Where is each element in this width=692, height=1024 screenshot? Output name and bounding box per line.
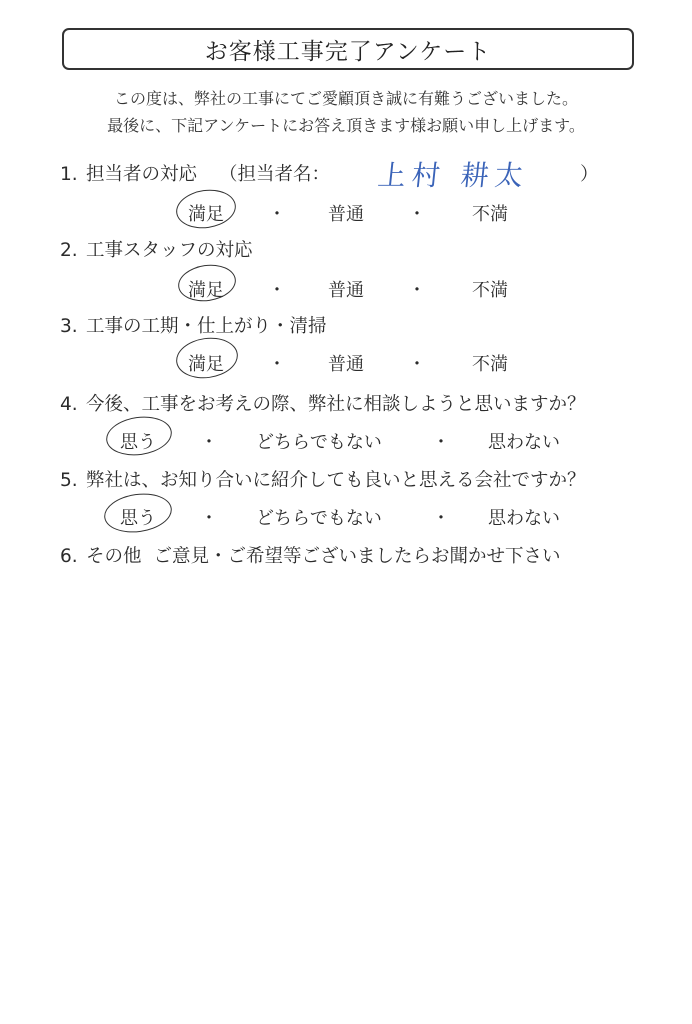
question-4-text: 今後、工事をお考えの際、弊社に相談しようと思いますか？	[86, 394, 586, 415]
question-3-number: 3.	[60, 316, 78, 337]
q2-separator-2: ・	[408, 280, 426, 301]
question-3	[60, 312, 327, 338]
q3-option-satisfied[interactable]: 満足	[188, 354, 224, 375]
question-1	[60, 160, 330, 186]
comment-area[interactable]	[60, 580, 632, 1000]
question-6-text: その他	[86, 546, 142, 567]
intro-line-2: 最後に、下記アンケートにお答え頂きます様お願い申し上げます。	[107, 116, 585, 135]
q2-option-satisfied[interactable]: 満足	[188, 280, 224, 301]
q4-option-no[interactable]: 思わない	[488, 432, 560, 453]
q5-separator-2: ・	[432, 508, 450, 529]
q3-option-normal[interactable]: 普通	[328, 354, 364, 375]
q2-separator-1: ・	[268, 280, 286, 301]
question-5-text: 弊社は、お知り合いに紹介しても良いと思える会社ですか？	[86, 470, 586, 491]
survey-title: お客様工事完了アンケート	[204, 38, 492, 65]
q4-separator-1: ・	[200, 432, 218, 453]
survey-title-box	[62, 28, 634, 70]
q4-option-neither[interactable]: どちらでもない	[256, 432, 382, 453]
question-1-number: 1.	[60, 164, 78, 185]
q2-option-normal[interactable]: 普通	[328, 280, 364, 301]
question-3-text: 工事の工期・仕上がり・清掃	[86, 316, 327, 337]
question-2-text: 工事スタッフの対応	[86, 240, 253, 261]
q1-separator-1: ・	[268, 204, 286, 225]
q3-option-dissatisfied[interactable]: 不満	[472, 354, 508, 375]
staff-name-handwritten: 上村 耕太	[376, 159, 531, 192]
question-5	[60, 466, 586, 492]
q1-separator-2: ・	[408, 204, 426, 225]
question-2	[60, 236, 253, 262]
question-6	[60, 542, 561, 568]
question-6-subtext: ご意見・ご希望等ございましたらお聞かせ下さい	[153, 546, 561, 567]
q1-option-dissatisfied[interactable]: 不満	[472, 204, 508, 225]
question-1-text: 担当者の対応	[86, 164, 198, 185]
question-4-number: 4.	[60, 394, 78, 415]
intro-line-1: この度は、弊社の工事にてご愛顧頂き誠に有難うございました。	[113, 89, 578, 108]
q5-separator-1: ・	[200, 508, 218, 529]
q1-option-satisfied[interactable]: 満足	[188, 204, 224, 225]
q3-separator-2: ・	[408, 354, 426, 375]
question-5-number: 5.	[60, 470, 78, 491]
staff-name-label: （担当者名：	[219, 164, 331, 185]
staff-name-close-paren: ）	[580, 164, 599, 185]
question-2-number: 2.	[60, 240, 78, 261]
q4-option-yes[interactable]: 思う	[120, 432, 156, 453]
q4-separator-2: ・	[432, 432, 450, 453]
q2-option-dissatisfied[interactable]: 不満	[472, 280, 508, 301]
q5-option-no[interactable]: 思わない	[488, 508, 560, 529]
question-6-number: 6.	[60, 546, 78, 567]
q5-option-yes[interactable]: 思う	[120, 508, 156, 529]
question-4	[60, 390, 586, 416]
q1-option-normal[interactable]: 普通	[328, 204, 364, 225]
q3-separator-1: ・	[268, 354, 286, 375]
q5-option-neither[interactable]: どちらでもない	[256, 508, 382, 529]
